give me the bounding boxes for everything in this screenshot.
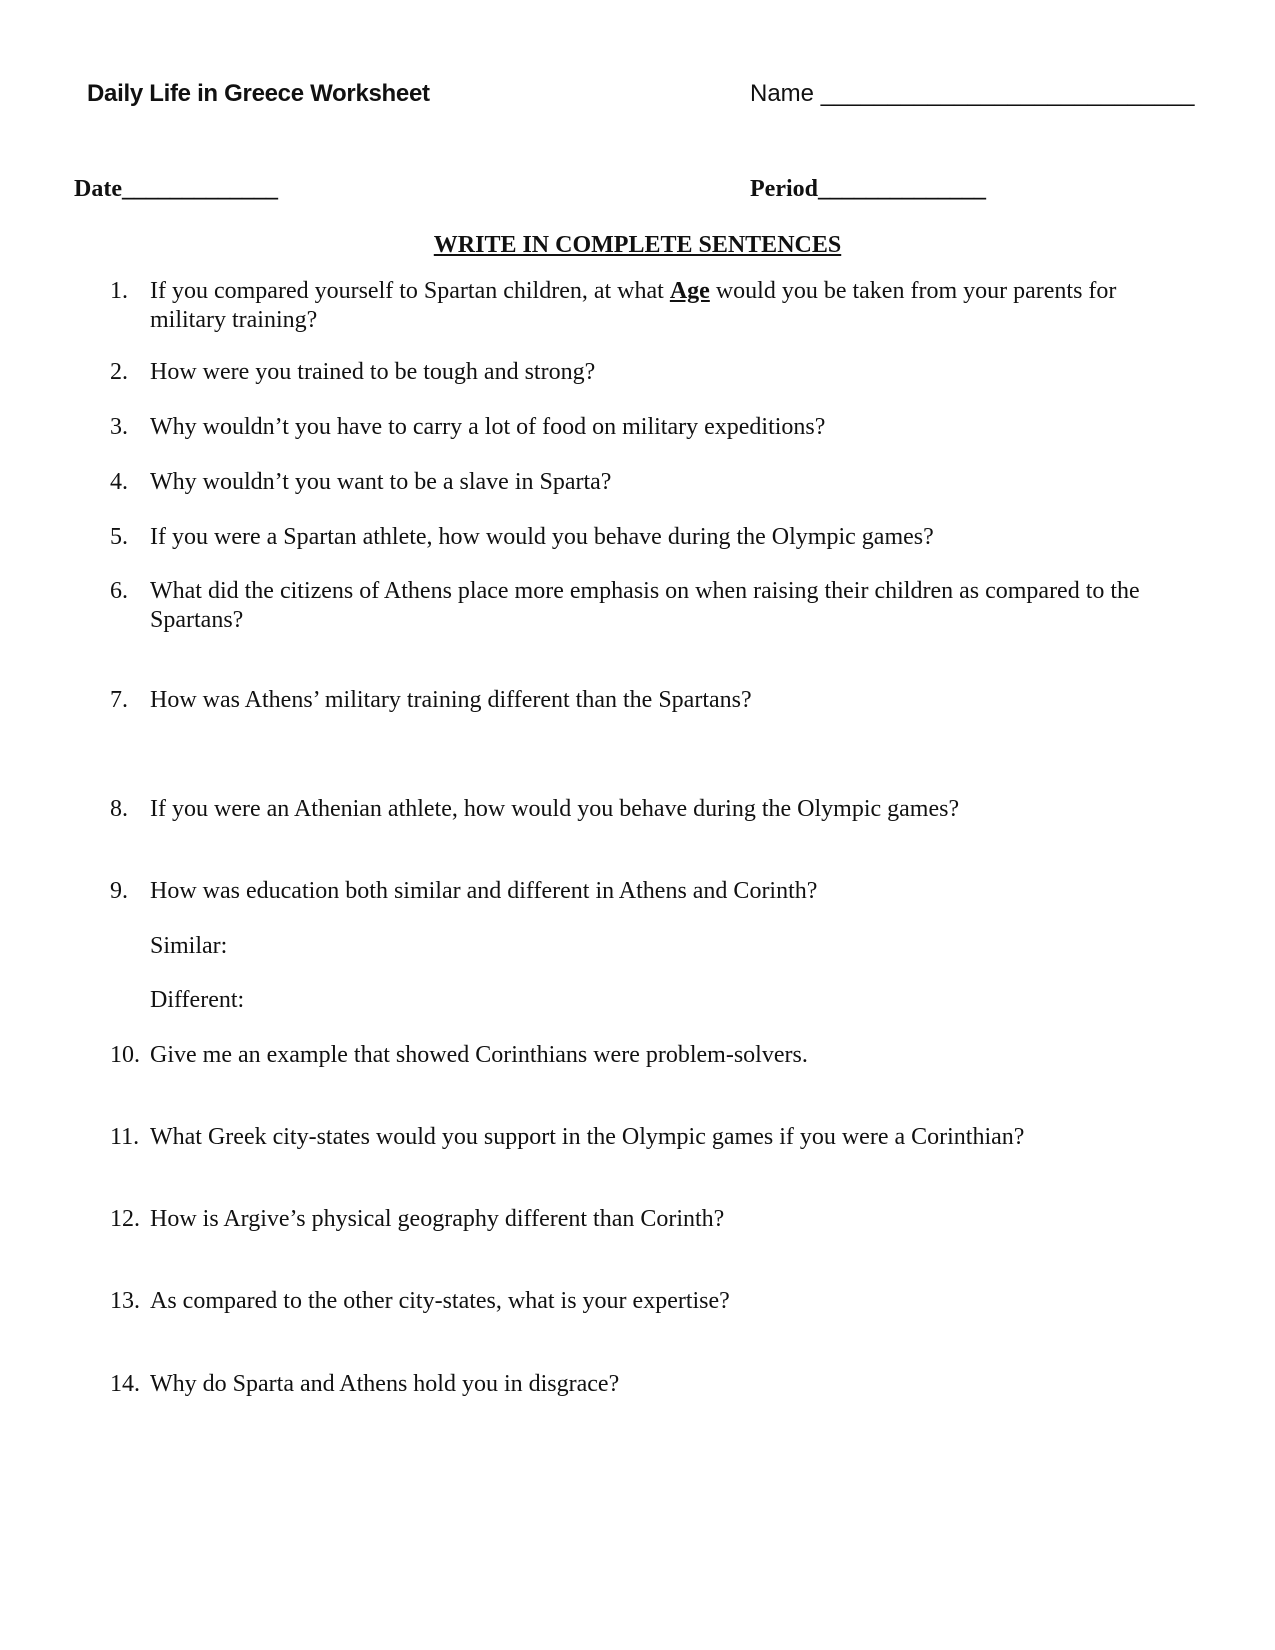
period-field[interactable]: Period______________: [750, 176, 986, 202]
question-text: Why wouldn’t you have to carry a lot of food on military expeditions?: [150, 414, 826, 440]
question-number: 8.: [110, 796, 128, 822]
question-number: 2.: [110, 359, 128, 385]
question-number: 13.: [110, 1288, 140, 1314]
question-number: 3.: [110, 414, 128, 440]
question-item: [110, 277, 1190, 335]
question-text: What Greek city-states would you support in the Olympic games if you were a Corinthian?: [150, 1124, 1025, 1150]
question-number: 14.: [110, 1371, 140, 1397]
question-item: [110, 877, 1190, 906]
question-number: 4.: [110, 469, 128, 495]
similar-label: Similar:: [150, 933, 228, 959]
date-field[interactable]: Date_____________: [74, 176, 278, 202]
name-field[interactable]: Name ____________________________: [750, 80, 1195, 107]
question-number: 11.: [110, 1124, 140, 1150]
question-text: How is Argive’s physical geography different than Corinth?: [150, 1206, 725, 1232]
question-text-start: If you compared yourself to Spartan children, at what: [150, 278, 670, 304]
question-text-end: would you be taken from your parents for military training?: [150, 278, 1117, 333]
question-text: How was education both similar and different in Athens and Corinth?: [150, 878, 818, 904]
different-label: Different:: [150, 987, 245, 1013]
question-item: [110, 795, 1190, 824]
question-text: How was Athens’ military training different than the Spartans?: [150, 687, 752, 713]
question-number: 7.: [110, 687, 128, 713]
question-number: 9.: [110, 878, 128, 904]
question-number: 12.: [110, 1206, 140, 1232]
question-item: [110, 1205, 1190, 1234]
question-number: 6.: [110, 578, 128, 604]
question-item: [110, 577, 1190, 635]
question-number: 1.: [110, 278, 128, 304]
question-text: How were you trained to be tough and strong?: [150, 359, 596, 385]
question-item: [110, 686, 1190, 715]
question-item: [110, 523, 1190, 552]
question-text: Why wouldn’t you want to be a slave in Sparta?: [150, 469, 612, 495]
question-text: What did the citizens of Athens place more emphasis on when raising their children as compared to the Spartans?: [150, 578, 1140, 633]
question-item: [110, 1123, 1190, 1152]
question-text: As compared to the other city-states, what is your expertise?: [150, 1288, 730, 1314]
question-number: 5.: [110, 524, 128, 550]
question-text: Why do Sparta and Athens hold you in disgrace?: [150, 1371, 620, 1397]
question-text: Give me an example that showed Corinthians were problem-solvers.: [150, 1042, 808, 1068]
question-item: [110, 413, 1190, 442]
question-item: [110, 468, 1190, 497]
question-item: [110, 1370, 1190, 1399]
question-number: 10.: [110, 1042, 140, 1068]
instruction-heading: WRITE IN COMPLETE SENTENCES: [433, 232, 842, 258]
question-item: [110, 1041, 1190, 1070]
question-keyword: Age: [669, 278, 710, 304]
question-item: [110, 358, 1190, 387]
question-text: [150, 277, 1190, 335]
worksheet-title: Daily Life in Greece Worksheet: [87, 80, 430, 107]
question-text: If you were a Spartan athlete, how would you behave during the Olympic games?: [150, 524, 934, 550]
question-item: [110, 1287, 1190, 1316]
question-text: If you were an Athenian athlete, how would you behave during the Olympic games?: [150, 796, 960, 822]
